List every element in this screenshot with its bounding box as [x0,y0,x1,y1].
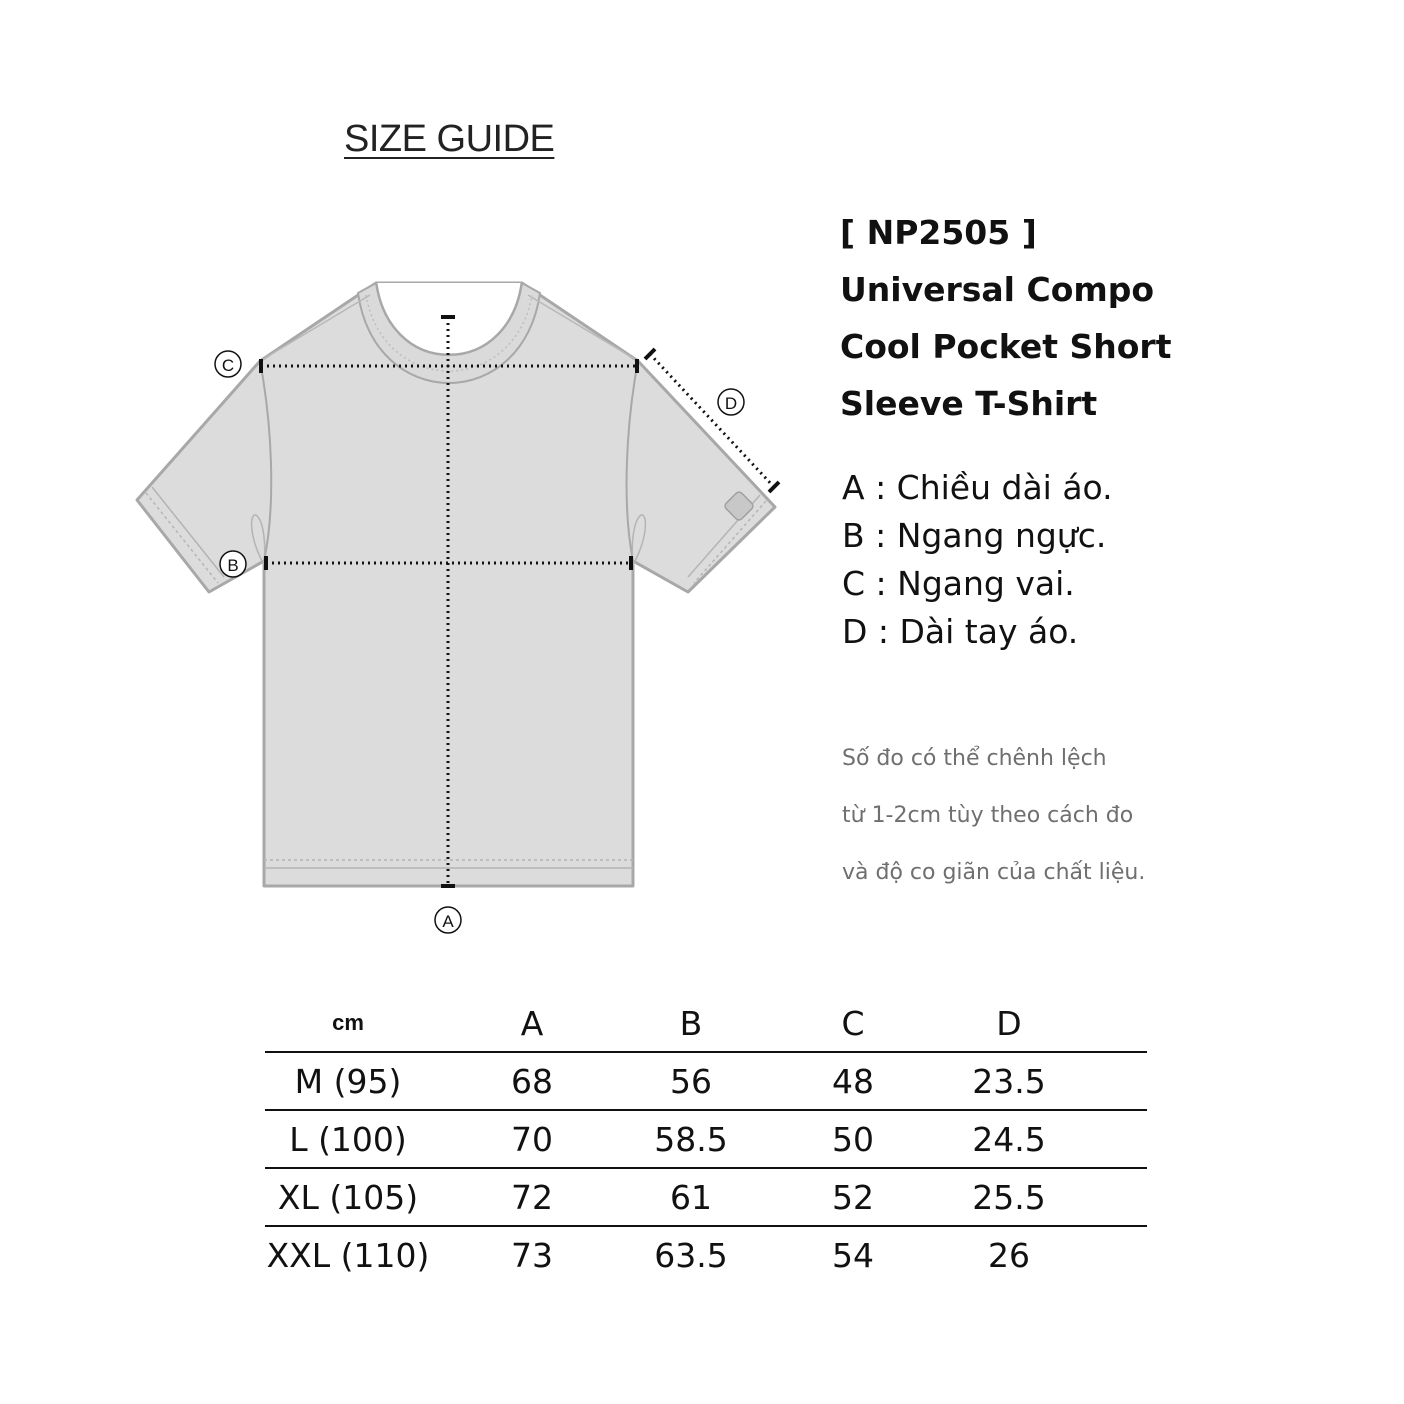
measurement-legend [842,464,1113,656]
table-cell-size: L (100) [265,1110,431,1168]
legend-item-a: A : Chiều dài áo. [842,468,1113,507]
table-cell-d: 24.5 [957,1110,1061,1168]
legend-item-d: D : Dài tay áo. [842,612,1079,651]
svg-text:A: A [442,912,454,931]
table-cell-a: 68 [431,1052,633,1110]
marker-d [718,389,744,415]
table-cell-a: 72 [431,1168,633,1226]
marker-c [215,351,241,377]
table-cell-size: XL (105) [265,1168,431,1226]
table-header-b: B [633,995,749,1052]
table-row [265,1110,1147,1168]
note-line: và độ co giãn của chất liệu. [842,860,1146,885]
product-name-line-2: Cool Pocket Short [840,327,1172,366]
table-cell-a: 73 [511,1235,553,1275]
table-cell-a: 70 [431,1110,633,1168]
table-header-d: D [957,995,1061,1052]
note-line: từ 1-2cm tùy theo cách đo [842,803,1134,828]
table-cell-d: 25.5 [957,1168,1061,1226]
table-cell-c: 54 [832,1235,874,1275]
table-cell-b: 56 [633,1052,749,1110]
table-row [265,1226,1147,1283]
table-cell-c: 50 [749,1110,957,1168]
marker-a [435,907,461,933]
product-code: [ NP2505 ] [840,213,1037,252]
product-info [840,204,1200,432]
table-cell-b: 61 [633,1168,749,1226]
legend-item-b: B : Ngang ngực. [842,516,1107,555]
table-cell-size: M (95) [265,1052,431,1110]
tshirt-diagram [120,265,800,955]
table-header-row [265,995,1147,1052]
table-cell-d: 23.5 [957,1052,1061,1110]
table-cell-d: 26 [988,1235,1030,1275]
table-row [265,1052,1147,1110]
size-table [265,995,1147,1283]
table-cell-size: XXL (110) [266,1235,430,1275]
table-header-unit: cm [265,995,431,1052]
product-name-line-3: Sleeve T-Shirt [840,384,1098,423]
table-cell-b: 58.5 [633,1110,749,1168]
table-cell-c: 52 [749,1168,957,1226]
product-name-line-1: Universal Compo [840,270,1155,309]
table-header-c: C [749,995,957,1052]
table-cell-b: 63.5 [654,1235,728,1275]
svg-text:C: C [221,356,235,375]
svg-text:D: D [724,394,738,413]
svg-text:B: B [227,556,239,575]
marker-b [220,551,246,577]
measurement-note [842,730,1182,901]
note-line: Số đo có thể chênh lệch [842,746,1107,771]
size-guide-title: SIZE GUIDE [344,118,555,160]
legend-item-c: C : Ngang vai. [842,564,1075,603]
table-row [265,1168,1147,1226]
table-header-a: A [431,995,633,1052]
table-cell-c: 48 [749,1052,957,1110]
